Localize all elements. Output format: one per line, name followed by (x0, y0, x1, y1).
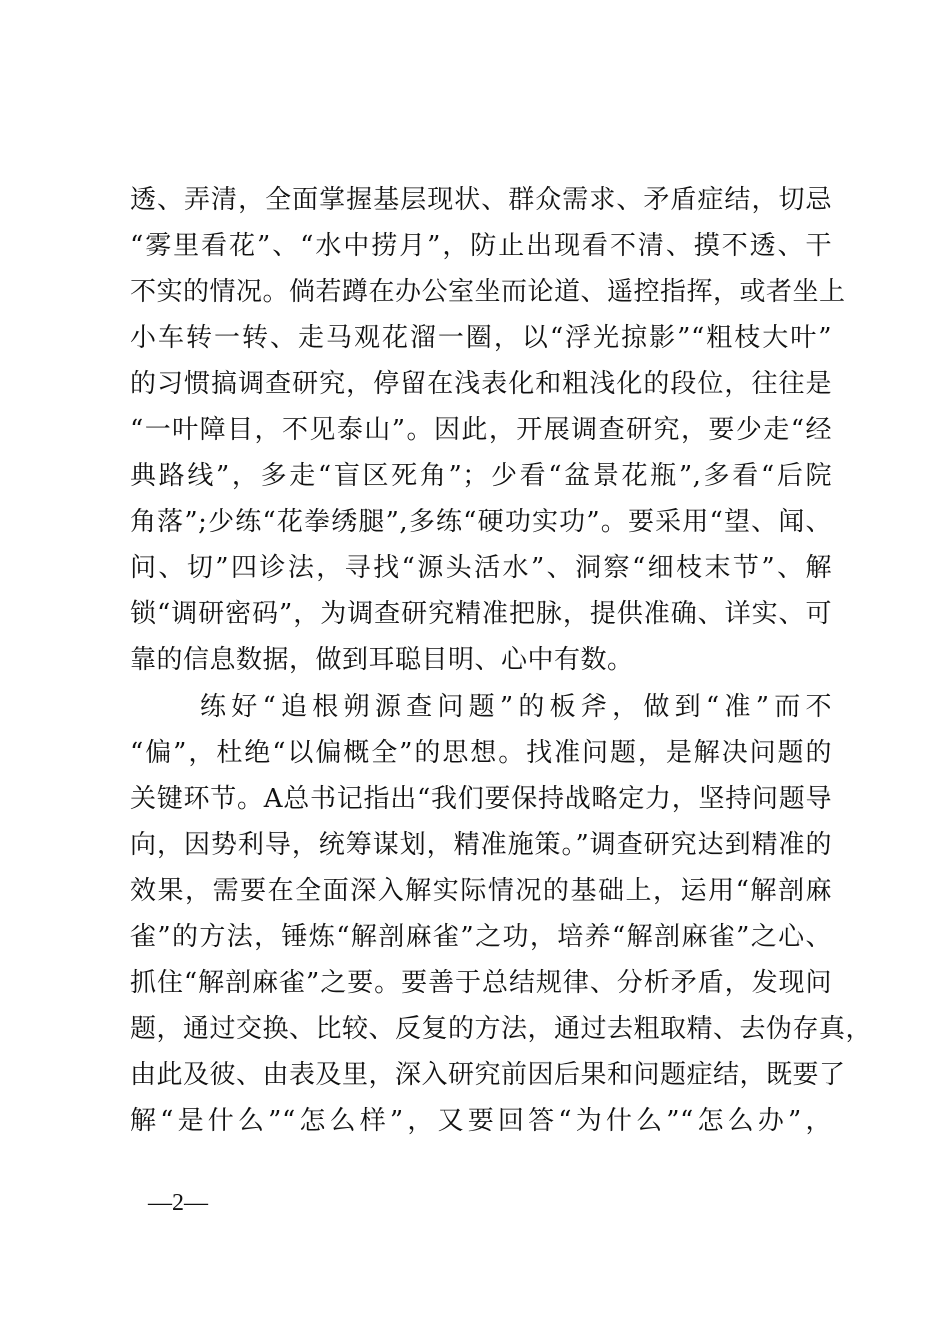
text-line: “一叶障目，不见泰山”。因此，开展调查研究，要少走“经 (130, 415, 832, 445)
text-line: 小车转一转、走马观花溜一圈，以“浮光掠影”“粗枝大叶” (130, 323, 832, 353)
page-number: —2— (148, 1190, 208, 1216)
text-line: 由此及彼、由表及里，深入研究前因后果和问题症结，既要了 (130, 1060, 846, 1090)
text-line: 典路线”，多走“盲区死角”；少看“盆景花瓶”,多看“后院 (130, 461, 832, 491)
text-line: 关键环节。A总书记指出“我们要保持战略定力，坚持问题导 (130, 784, 832, 814)
text-line: 解“是什么”“怎么样”，又要回答“为什么”“怎么办”， (130, 1106, 832, 1136)
text-line: 练好“追根朔源查问题”的板斧，做到“准”而不 (200, 692, 832, 722)
text-line: 问、切”四诊法，寻找“源头活水”、洞察“细枝末节”、解 (130, 553, 832, 583)
text-line: 的习惯搞调查研究，停留在浅表化和粗浅化的段位，往往是 (130, 369, 832, 399)
text-line: 题，通过交换、比较、反复的方法，通过去粗取精、去伪存真， (130, 1014, 873, 1044)
text-line: 抓住“解剖麻雀”之要。要善于总结规律、分析矛盾，发现问 (130, 968, 832, 998)
text-line: 锁“调研密码”，为调查研究精准把脉，提供准确、详实、可 (130, 599, 832, 629)
text-line: 效果，需要在全面深入解实际情况的基础上，运用“解剖麻 (130, 876, 832, 906)
text-line: 向，因势利导，统筹谋划，精准施策。”调查研究达到精准的 (130, 830, 832, 860)
text-line: 角落”;少练“花拳绣腿”,多练“硬功实功”。要采用“望、闻、 (130, 507, 832, 537)
text-line: “雾里看花”、“水中捞月”，防止出现看不清、摸不透、干 (130, 231, 832, 261)
text-line: 透、弄清，全面掌握基层现状、群众需求、矛盾症结，切忌 (130, 185, 832, 215)
text-line: “偏”，杜绝“以偏概全”的思想。找准问题，是解决问题的 (130, 738, 832, 768)
text-line: 雀”的方法，锤炼“解剖麻雀”之功，培养“解剖麻雀”之心、 (130, 922, 832, 952)
text-line: 不实的情况。倘若蹲在办公室坐而论道、遥控指挥，或者坐上 (130, 277, 846, 307)
text-line: 靠的信息数据，做到耳聪目明、心中有数。 (130, 645, 634, 675)
